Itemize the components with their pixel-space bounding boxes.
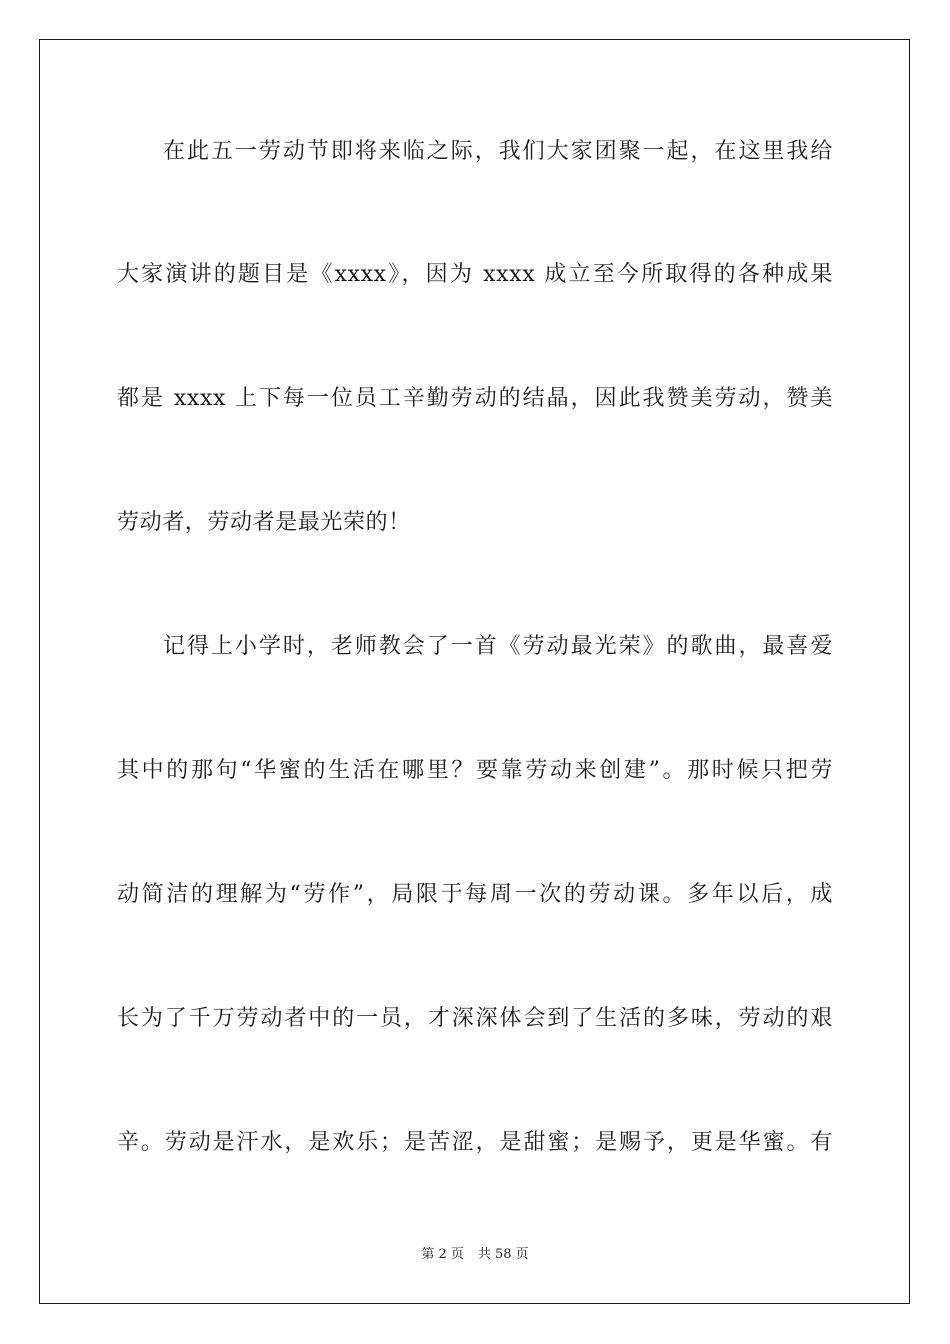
page-border <box>39 39 910 1304</box>
page-total: 共 58 页 <box>477 1247 529 1262</box>
page-number: 第 2 页 <box>421 1247 464 1262</box>
paragraph-2-line-1: 记得上小学时，老师教会了一首《劳动最光荣》的歌曲，最喜爱 <box>163 634 833 659</box>
paragraph-1-line-2: 大家演讲的题目是《xxxx》，因为 xxxx 成立至今所取得的各种成果 <box>117 262 833 287</box>
paragraph-1-line-4: 劳动者，劳动者是最光荣的！ <box>117 510 411 535</box>
page-footer <box>0 1246 950 1264</box>
paragraph-2-line-5: 辛。劳动是汗水，是欢乐；是苦涩，是甜蜜；是赐予，更是华蜜。有 <box>117 1130 833 1155</box>
paragraph-1-line-3: 都是 xxxx 上下每一位员工辛勤劳动的结晶，因此我赞美劳动，赞美 <box>117 386 833 411</box>
paragraph-1-line-1: 在此五一劳动节即将来临之际，我们大家团聚一起，在这里我给 <box>163 139 833 164</box>
paragraph-2-line-4: 长为了千万劳动者中的一员，才深深体会到了生活的多味，劳动的艰 <box>117 1006 833 1031</box>
paragraph-2-line-3: 动简洁的理解为“劳作”，局限于每周一次的劳动课。多年以后，成 <box>117 882 833 907</box>
paragraph-2-line-2: 其中的那句“华蜜的生活在哪里？要靠劳动来创建”。那时候只把劳 <box>117 758 833 783</box>
